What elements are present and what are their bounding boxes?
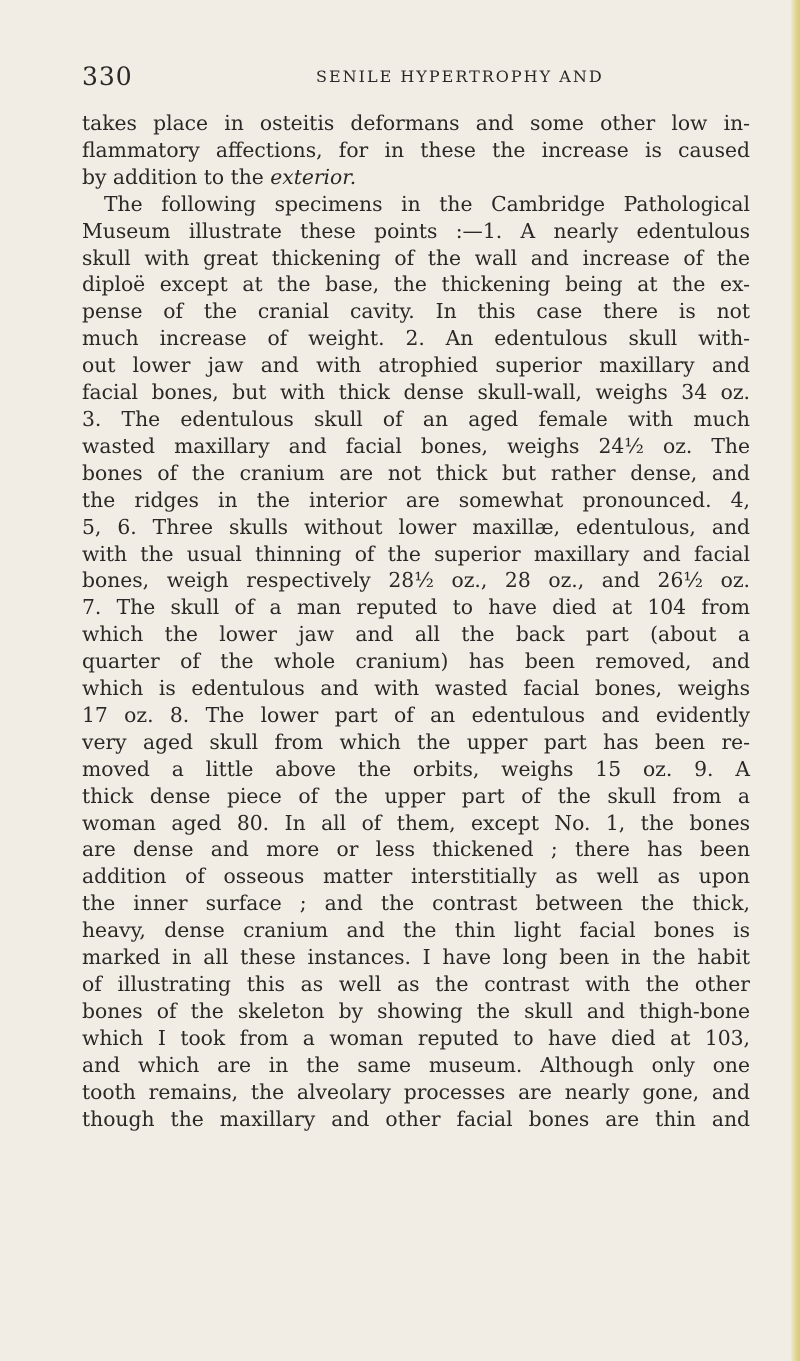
page-header (0, 62, 800, 92)
running-head: SENILE HYPERTROPHY AND (316, 67, 604, 86)
text-line: though the maxillary and other facial bones are thin and (82, 1106, 750, 1131)
text-line: addition of osseous matter interstitially as well as upon (82, 864, 750, 889)
text-line: tooth remains, the alveolary processes are nearly gone, and (82, 1079, 750, 1104)
text-line: very aged skull from which the upper part has been re- (82, 729, 750, 754)
text-line: facial bones, but with thick dense skull-wall, weighs 34 oz. (82, 380, 750, 405)
text-line: of illustrating this as well as the contrast with the other (82, 972, 750, 996)
page-number: 330 (82, 62, 133, 91)
paragraph-first-line: The following specimens in the Cambridge Pathological (104, 191, 750, 216)
text-line: heavy, dense cranium and the thin light facial bones is (82, 918, 750, 943)
emphasis-text: exterior. (270, 164, 357, 189)
text-line: much increase of weight. 2. An edentulous skull with- (82, 326, 750, 351)
text-line: 7. The skull of a man reputed to have died at 104 from (82, 595, 750, 620)
text-line: diploë except at the base, the thickening being at the ex- (82, 272, 750, 297)
text-line: the ridges in the interior are somewhat pronounced. 4, (82, 487, 750, 512)
text-line: which I took from a woman reputed to have died at 103, (82, 1025, 750, 1050)
text-line: bones of the cranium are not thick but rather dense, and (82, 460, 750, 485)
text-line: Museum illustrate these points :—1. A nearly edentulous (82, 218, 750, 243)
text-line: marked in all these instances. I have long been in the habit (82, 945, 750, 970)
text-line: 3. The edentulous skull of an aged female with much (82, 406, 750, 431)
text-line: takes place in osteitis deformans and some other low in- (82, 111, 750, 135)
text-line: bones of the skeleton by showing the skull and thigh-bone (82, 998, 750, 1023)
text-line: skull with great thickening of the wall and increase of the (82, 245, 750, 270)
text-line: with the usual thinning of the superior maxillary and facial (82, 541, 750, 566)
text-line: woman aged 80. In all of them, except No. 1, the bones (82, 810, 750, 835)
text-line: bones, weigh respectively 28½ oz., 28 oz., and 26½ oz. (82, 568, 750, 593)
text-line: are dense and more or less thickened ; there has been (82, 837, 750, 862)
text-line: moved a little above the orbits, weighs 15 oz. 9. A (82, 756, 750, 781)
text-line: 5, 6. Three skulls without lower maxillæ, edentulous, and (82, 514, 750, 539)
text-run: by addition to the (82, 164, 271, 189)
text-line: which the lower jaw and all the back part (about a (82, 622, 750, 647)
page-edge (790, 0, 800, 1361)
text-line: flammatory affections, for in these the increase is caused (82, 137, 750, 162)
text-line: 17 oz. 8. The lower part of an edentulous and evidently (82, 702, 750, 727)
text-line: the inner surface ; and the contrast between the thick, (82, 891, 750, 916)
text-line: quarter of the whole cranium) has been removed, and (82, 649, 750, 674)
body-text (82, 110, 750, 1132)
text-line (82, 164, 750, 191)
text-line: out lower jaw and with atrophied superior maxillary and (82, 353, 750, 378)
text-line: wasted maxillary and facial bones, weighs 24½ oz. The (82, 433, 750, 458)
text-line: and which are in the same museum. Although only one (82, 1052, 750, 1077)
text-line: pense of the cranial cavity. In this case there is not (82, 299, 750, 324)
text-line: which is edentulous and with wasted facial bones, weighs (82, 676, 750, 701)
text-line: thick dense piece of the upper part of the skull from a (82, 783, 750, 808)
